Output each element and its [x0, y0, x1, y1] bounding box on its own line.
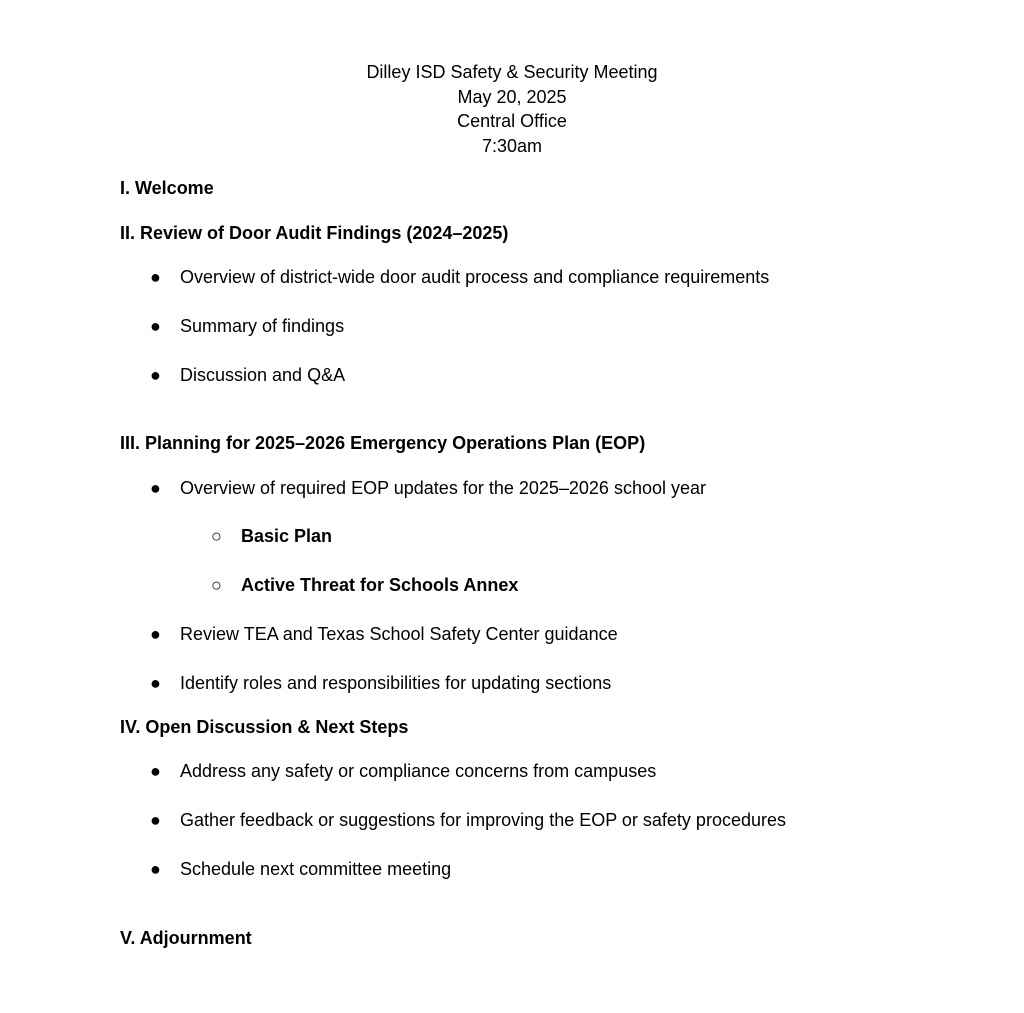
list-item-text: Review TEA and Texas School Safety Center guidance [180, 624, 618, 644]
agenda-header [0, 60, 1024, 158]
list-item-text: Summary of findings [180, 316, 345, 336]
hollow-bullet-icon: ○ [211, 575, 222, 595]
bullet-icon: ● [150, 267, 161, 287]
sub-list-item [211, 525, 332, 547]
list-item-text: Address any safety or compliance concerns from campuses [180, 761, 657, 781]
sub-list-item [211, 574, 518, 596]
section-heading-eop-planning: III. Planning for 2025–2026 Emergency Operations Plan (EOP) [120, 433, 646, 453]
hollow-bullet-icon: ○ [211, 526, 222, 546]
list-item [150, 623, 618, 645]
section-heading-welcome: I. Welcome [120, 178, 214, 198]
list-item [150, 477, 706, 499]
list-item [150, 809, 786, 831]
bullet-icon: ● [150, 673, 161, 693]
section-heading-adjournment: V. Adjournment [120, 928, 252, 948]
list-item-text: Identify roles and responsibilities for updating sections [180, 673, 612, 693]
list-item [150, 266, 769, 288]
bullet-icon: ● [150, 478, 161, 498]
sub-list-item-text: Active Threat for Schools Annex [241, 575, 519, 595]
list-item [150, 858, 451, 880]
meeting-title: Dilley ISD Safety & Security Meeting [366, 62, 658, 82]
meeting-location: Central Office [457, 111, 567, 131]
bullet-icon: ● [150, 316, 161, 336]
meeting-date: May 20, 2025 [457, 86, 567, 107]
list-item-text: Discussion and Q&A [180, 365, 346, 385]
bullet-icon: ● [150, 365, 161, 385]
list-item-text: Overview of district-wide door audit process and compliance requirements [180, 267, 770, 287]
list-item [150, 364, 345, 386]
bullet-icon: ● [150, 624, 161, 644]
list-item-text: Overview of required EOP updates for the 2025–2026 school year [180, 478, 706, 498]
list-item [150, 315, 344, 337]
list-item-text: Schedule next committee meeting [180, 859, 452, 879]
section-heading-open-discussion: IV. Open Discussion & Next Steps [120, 717, 409, 737]
sub-list-item-text: Basic Plan [241, 526, 333, 546]
section-heading-door-audit: II. Review of Door Audit Findings (2024–2025) [120, 223, 509, 243]
list-item [150, 760, 656, 782]
meeting-time: 7:30am [481, 135, 543, 156]
bullet-icon: ● [150, 810, 161, 830]
bullet-icon: ● [150, 859, 161, 879]
list-item-text: Gather feedback or suggestions for improving the EOP or safety procedures [180, 810, 786, 830]
bullet-icon: ● [150, 761, 161, 781]
list-item [150, 672, 611, 694]
